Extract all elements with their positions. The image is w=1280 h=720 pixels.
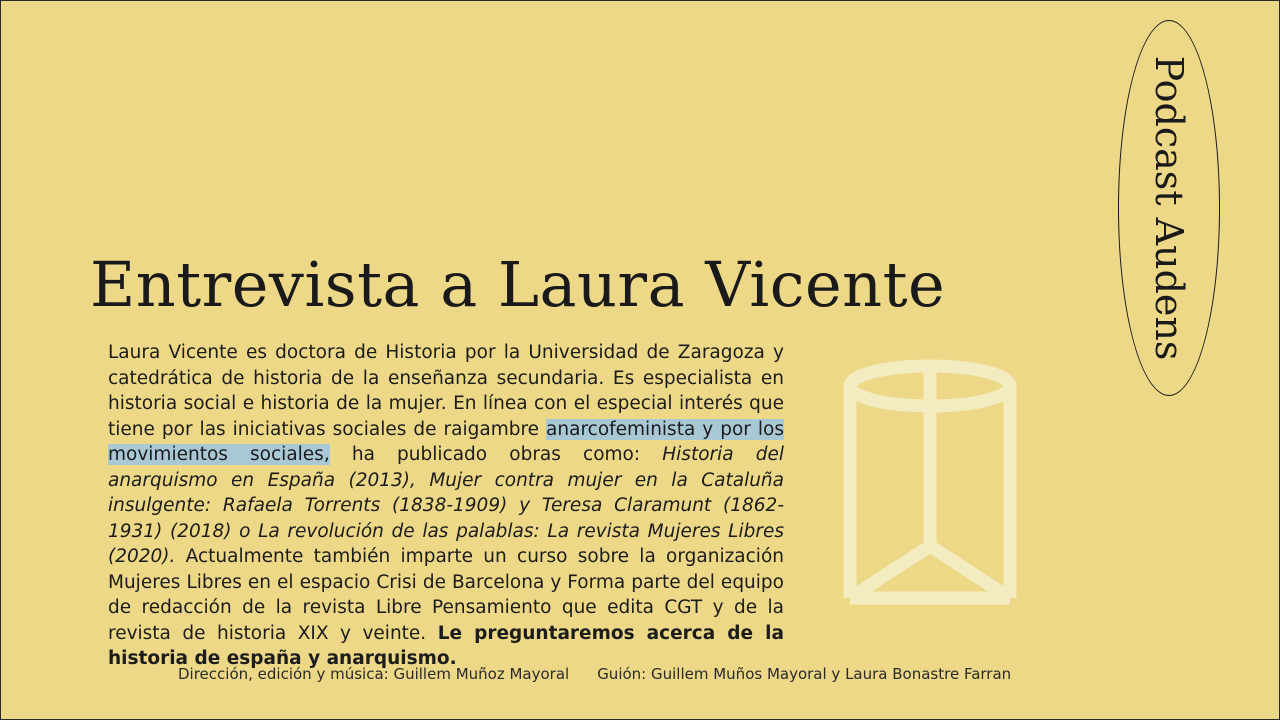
bio-works: Historia del anarquismo en España (2013), Mujer contra mujer en la Cataluña insulgente: Rafaela Torrents (1838-1909) y Teresa Claramunt (1862-1931) (2018) o La revolución de las palablas: La revista Mujeres Libres (2020). (108, 444, 785, 567)
cylinder-logo-icon (840, 356, 1020, 612)
bio-works-intro: ha publicado obras como: (329, 444, 663, 465)
credits (178, 665, 1011, 683)
bio-topic: Le preguntaremos acerca de la historia de españa y anarquismo. (108, 622, 784, 669)
credits-script: Guión: Guillem Muños Mayoral y Laura Bonastre Farran (597, 665, 1012, 683)
bio-current: Actualmente también imparte un curso sobre la organización Mujeres Libres en el espacio Crisi de Barcelona y Forma parte del equipo de redacción de la revista Libre Pensamiento que edita CGT y de la revista de historia XIX y veinte. (108, 546, 784, 644)
bio-intro: Laura Vicente es doctora de Historia por la Universidad de Zaragoza y catedrática de historia de la enseñanza secundaria. Es especialista en historia social e historia de la mujer. En línea con el especial interés que tiene por las iniciativas sociales de raigambre (108, 342, 784, 440)
bio-highlight: anarcofeminista y por los movimientos sociales, (108, 418, 785, 465)
credits-direction: Dirección, edición y música: Guillem Muñoz Mayoral (178, 665, 570, 683)
podcast-name: Podcast Audens (1147, 55, 1191, 361)
page-title: Entrevista a Laura Vicente (90, 248, 946, 321)
bio-text (108, 340, 784, 672)
